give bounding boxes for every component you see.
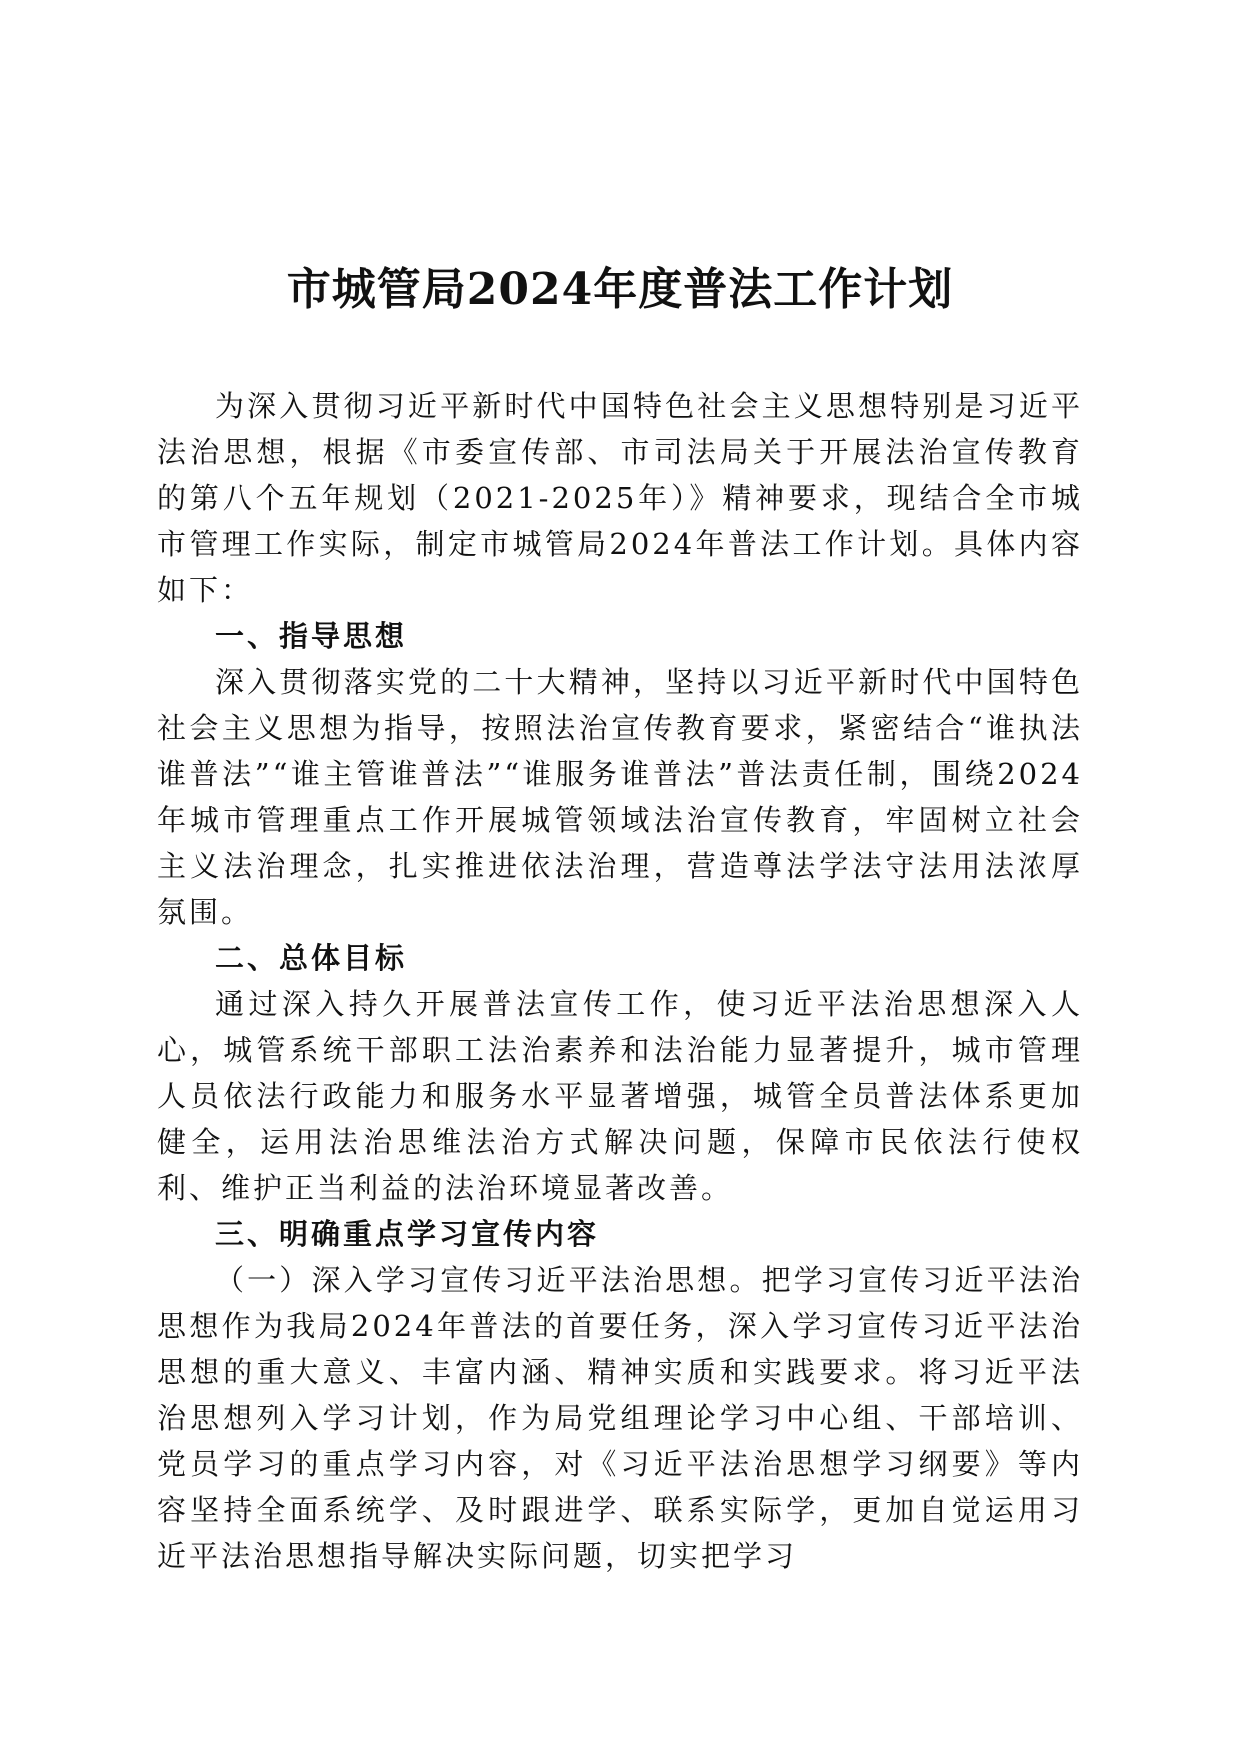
section-heading-overall-goals: 二、总体目标 (215, 941, 408, 975)
section-paragraph-guiding-ideology: 深入贯彻落实党的二十大精神，坚持以习近平新时代中国特色社会主义思想为指导，按照法治宣传教育要求，紧密结合“谁执法谁普法”“谁主管谁普法”“谁服务谁普法”普法责任制，围绕2024年城市管理重点工作开展城管领域法治宣传教育，牢固树立社会主义法治理念，扎实推进依法治理，营造尊法学法守法用法浓厚氛围。 (157, 665, 1083, 929)
section-paragraph-overall-goals: 通过深入持久开展普法宣传工作，使习近平法治思想深入人心，城管系统干部职工法治素养和法治能力显著提升，城市管理人员依法行政能力和服务水平显著增强，城管全员普法体系更加健全，运用法治思维法治方式解决问题，保障市民依法行使权利、维护正当利益的法治环境显著改善。 (157, 987, 1083, 1205)
section-paragraph-key-content: （一）深入学习宣传习近平法治思想。把学习宣传习近平法治思想作为我局2024年普法的首要任务，深入学习宣传习近平法治思想的重大意义、丰富内涵、精神实质和实践要求。将习近平法治思想列入学习计划，作为局党组理论学习中心组、干部培训、党员学习的重点学习内容，对《习近平法治思想学习纲要》等内容坚持全面系统学、及时跟进学、联系实际学，更加自觉运用习近平法治思想指导解决实际问题，切实把学习 (157, 1263, 1083, 1573)
document-body (157, 383, 1083, 1579)
document-title: 市城管局2024年度普法工作计划 (286, 264, 954, 315)
section-heading-guiding-ideology: 一、指导思想 (215, 619, 408, 653)
intro-paragraph: 为深入贯彻习近平新时代中国特色社会主义思想特别是习近平法治思想，根据《市委宣传部、市司法局关于开展法治宣传教育的第八个五年规划（2021-2025年）》精神要求，现结合全市城市管理工作实际，制定市城管局2024年普法工作计划。具体内容如下： (157, 389, 1083, 607)
section-heading-key-content: 三、明确重点学习宣传内容 (215, 1217, 600, 1251)
